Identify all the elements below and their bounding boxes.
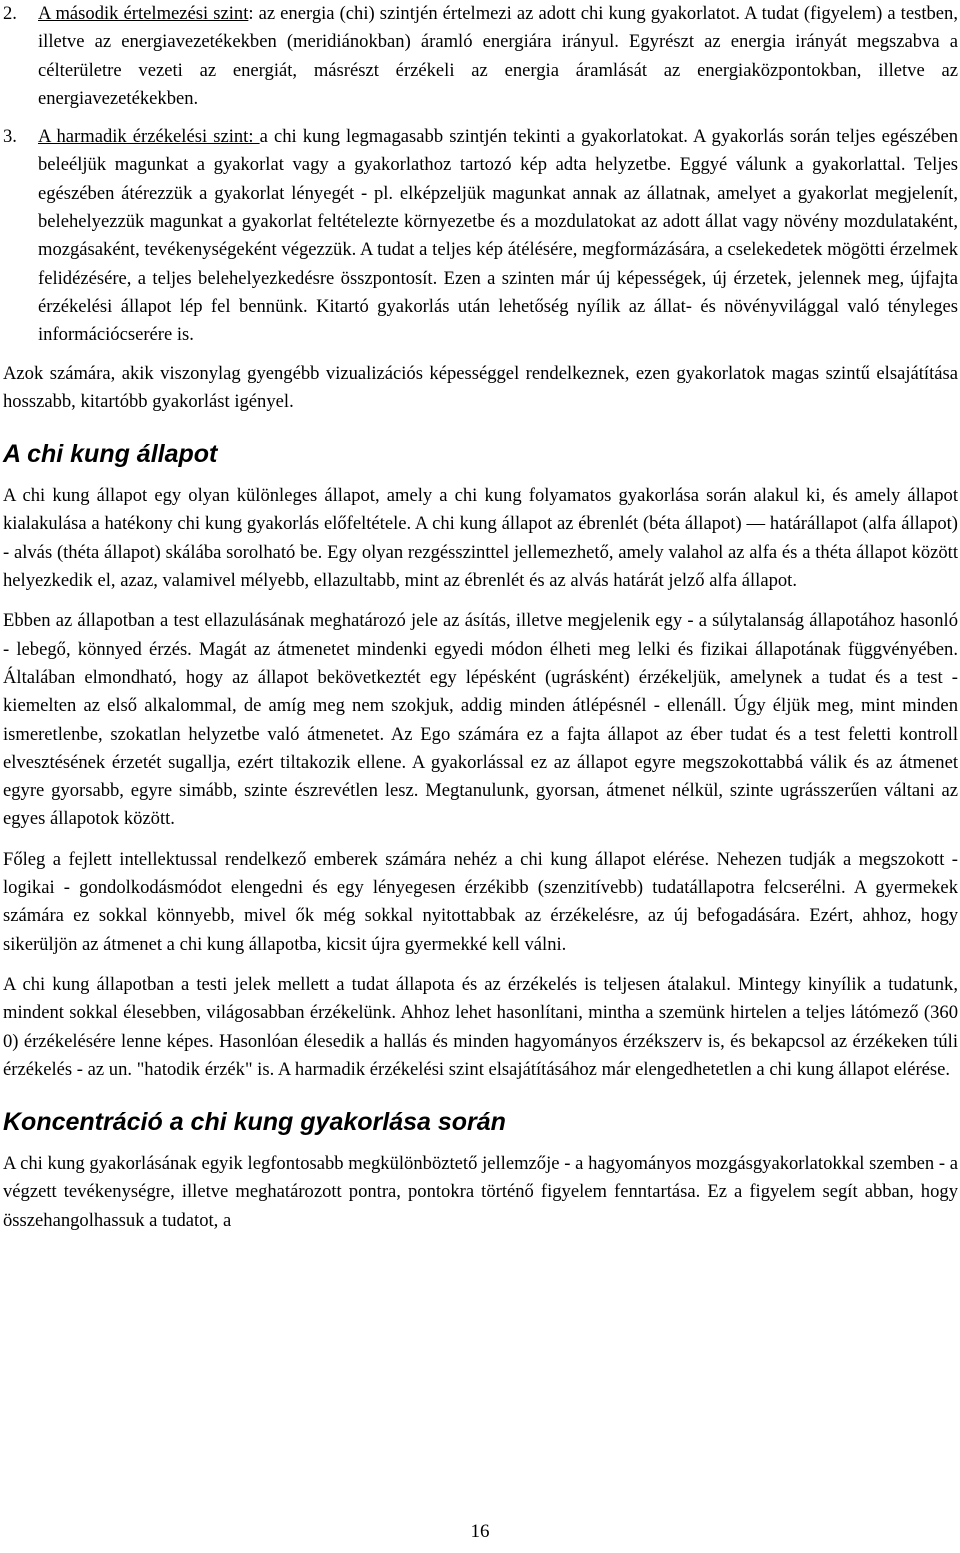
list-item-2: [3, 0, 958, 113]
paragraph-state-1: A chi kung állapot egy olyan különleges állapot, amely a chi kung folyamatos gyakorlása során alakul ki, és amely állapot kialakulása a hatékony chi kung gyakorlás előfeltétele. A chi kung állapot az ébrenlét (béta állapot) — határállapot (alfa állapot) - alvás (théta állapot) skálába sorolható be. Egy olyan rezgésszinttel jellemezhető, amely valahol az alfa és a théta állapot között helyezkedik el, azaz, valamivel mélyebb, ellazultabb, mint az ébrenlét és az alvás határát jelző alfa állapot.: [3, 485, 958, 592]
paragraph-visualization: Azok számára, akik viszonylag gyengébb vizualizációs képességgel rendelkeznek, ezen gyakorlatok magas szintű elsajátítása hosszabb, kitartóbb gyakorlást igényel.: [3, 362, 958, 412]
paragraph-state-2: Ebben az állapotban a test ellazulásának meghatározó jele az ásítás, illetve megjelenik egy - a súlytalanság állapotához hasonló - lebegő, könnyed érzés. Magát az átmenetet mindenki egyedi módon élheti meg lelki és fizikai állapotának függvényében. Általában elmondható, hogy az állapot bekövetkeztét egy lépésként (ugrásként) érzékeljük, amelynek a tudat és a test - kiemelten az első alkalommal, de amíg meg nem szokjuk, addig minden átlépésnél - ellenáll. Úgy éljük meg, mint minden ismeretlenbe, szokatlan helyzetbe való átmenetet. Az Ego számára ez a fajta állapot az éber tudat és a test feletti kontroll elvesztésének érzetét sugallja, ezért tiltakozik ellene. A gyakorlással ez az állapot egyre megszokottabbá válik és az átmenet egyre gyorsabb, egyre simább, szinte észrevétlen lesz. Megtanulunk, gyorsan, átmenet nélkül, szinte ugrásszerűen váltani az egyes állapotok között.: [3, 610, 958, 830]
heading-concentration: Koncentráció a chi kung gyakorlása során: [3, 1108, 506, 1137]
list-number: 3.: [3, 126, 17, 148]
list-lead: A második értelmezési szint: [38, 3, 249, 24]
paragraph-state-4: A chi kung állapotban a testi jelek mellett a tudat állapota és az érzékelés is teljesen átalakul. Mintegy kinyílik a tudatunk, mindent sokkal élesebben, világosabban érzékelünk. Ahhoz lehet hasonlítani, mintha a szemünk hirtelen a teljes látómező (360 0) érzékelésére lenne képes. Hasonlóan élesedik a hallás és minden hagyományos érzékszerv is, és bekapcsol az érzékeken túli érzékelés - az un. "hatodik érzék" is. A harmadik érzékelési szint elsajátításához már elengedhetetlen a chi kung állapot elérése.: [3, 973, 958, 1080]
page-number: 16: [470, 1521, 490, 1542]
paragraph-state-3: Főleg a fejlett intellektussal rendelkező emberek számára nehéz a chi kung állapot elérése. Nehezen tudják a megszokott - logikai - gondolkodásmódot elengedni és egy lényegesen érzékibb (szenzitívebb) tudatállapotra felcserélni. A gyermekek számára ez sokkal könnyebb, mivel ők még sokkal nyitottabbak az érzékelésre, az új befogadására. Ezért, ahhoz, hogy sikerüljön az átmenet a chi kung állapotba, kicsit újra gyermekké kell válni.: [3, 848, 958, 955]
list-text: : az energia (chi) szintjén értelmezi az adott chi kung gyakorlatot. A tudat (figyelem) a testben, illetve az energiavezetékekben (meridiánokban) áramló energiára irányul. Egyrészt az energia irányát megszabva a célterületre vezeti az energiát, másrészt érzékeli az energia áramlását az energiaközpontokban, illetve az energiavezetékekben.: [38, 3, 958, 109]
list-lead: A harmadik érzékelési szint:: [38, 126, 260, 148]
list-number: 2.: [3, 3, 17, 24]
list-text: a chi kung legmagasabb szintjén tekinti a gyakorlatokat. A gyakorlás során teljes egészében beleéljük magunkat a gyakorlat vagy a gyakorlathoz tartozó kép adta helyzetbe. Eggyé válunk a gyakorlattal. Teljes egészében átérezzük a gyakorlat lényegét - pl. elképzeljük magunkat annak az állatnak, amelyet a gyakorlat megjelenít, belehelyezzük magunkat a gyakorlat feltételezte környezetbe és a mozdulatokat az adott állat vagy növény mozdulataként, mozgásaként, tevékenységeként végezzük. A tudat a teljes kép átélésére, megformázására, a cselekedetek mögötti érzelmek felidézésére, a teljes belehelyezkedésre összpontosít. Ezen a szinten már új képességek, új érzetek, jelennek meg, újfajta érzékelési állapot lép fel bennünk. Kitartó gyakorlás után lehetőség nyílik az állat- és növényvilággal való tényleges információcserére is.: [38, 126, 958, 346]
paragraph-concentration-1: A chi kung gyakorlásának egyik legfontosabb megkülönböztető jellemzője - a hagyományos mozgásgyakorlatokkal szemben - a végzett tevékenységre, illetve meghatározott pontra, pontokra történő figyelem fenntartása. Ez a figyelem segít abban, hogy összehangolhassuk a tudatot, a: [3, 1153, 958, 1231]
list-item-3: [3, 123, 958, 349]
heading-chi-kung-state: A chi kung állapot: [3, 440, 218, 469]
